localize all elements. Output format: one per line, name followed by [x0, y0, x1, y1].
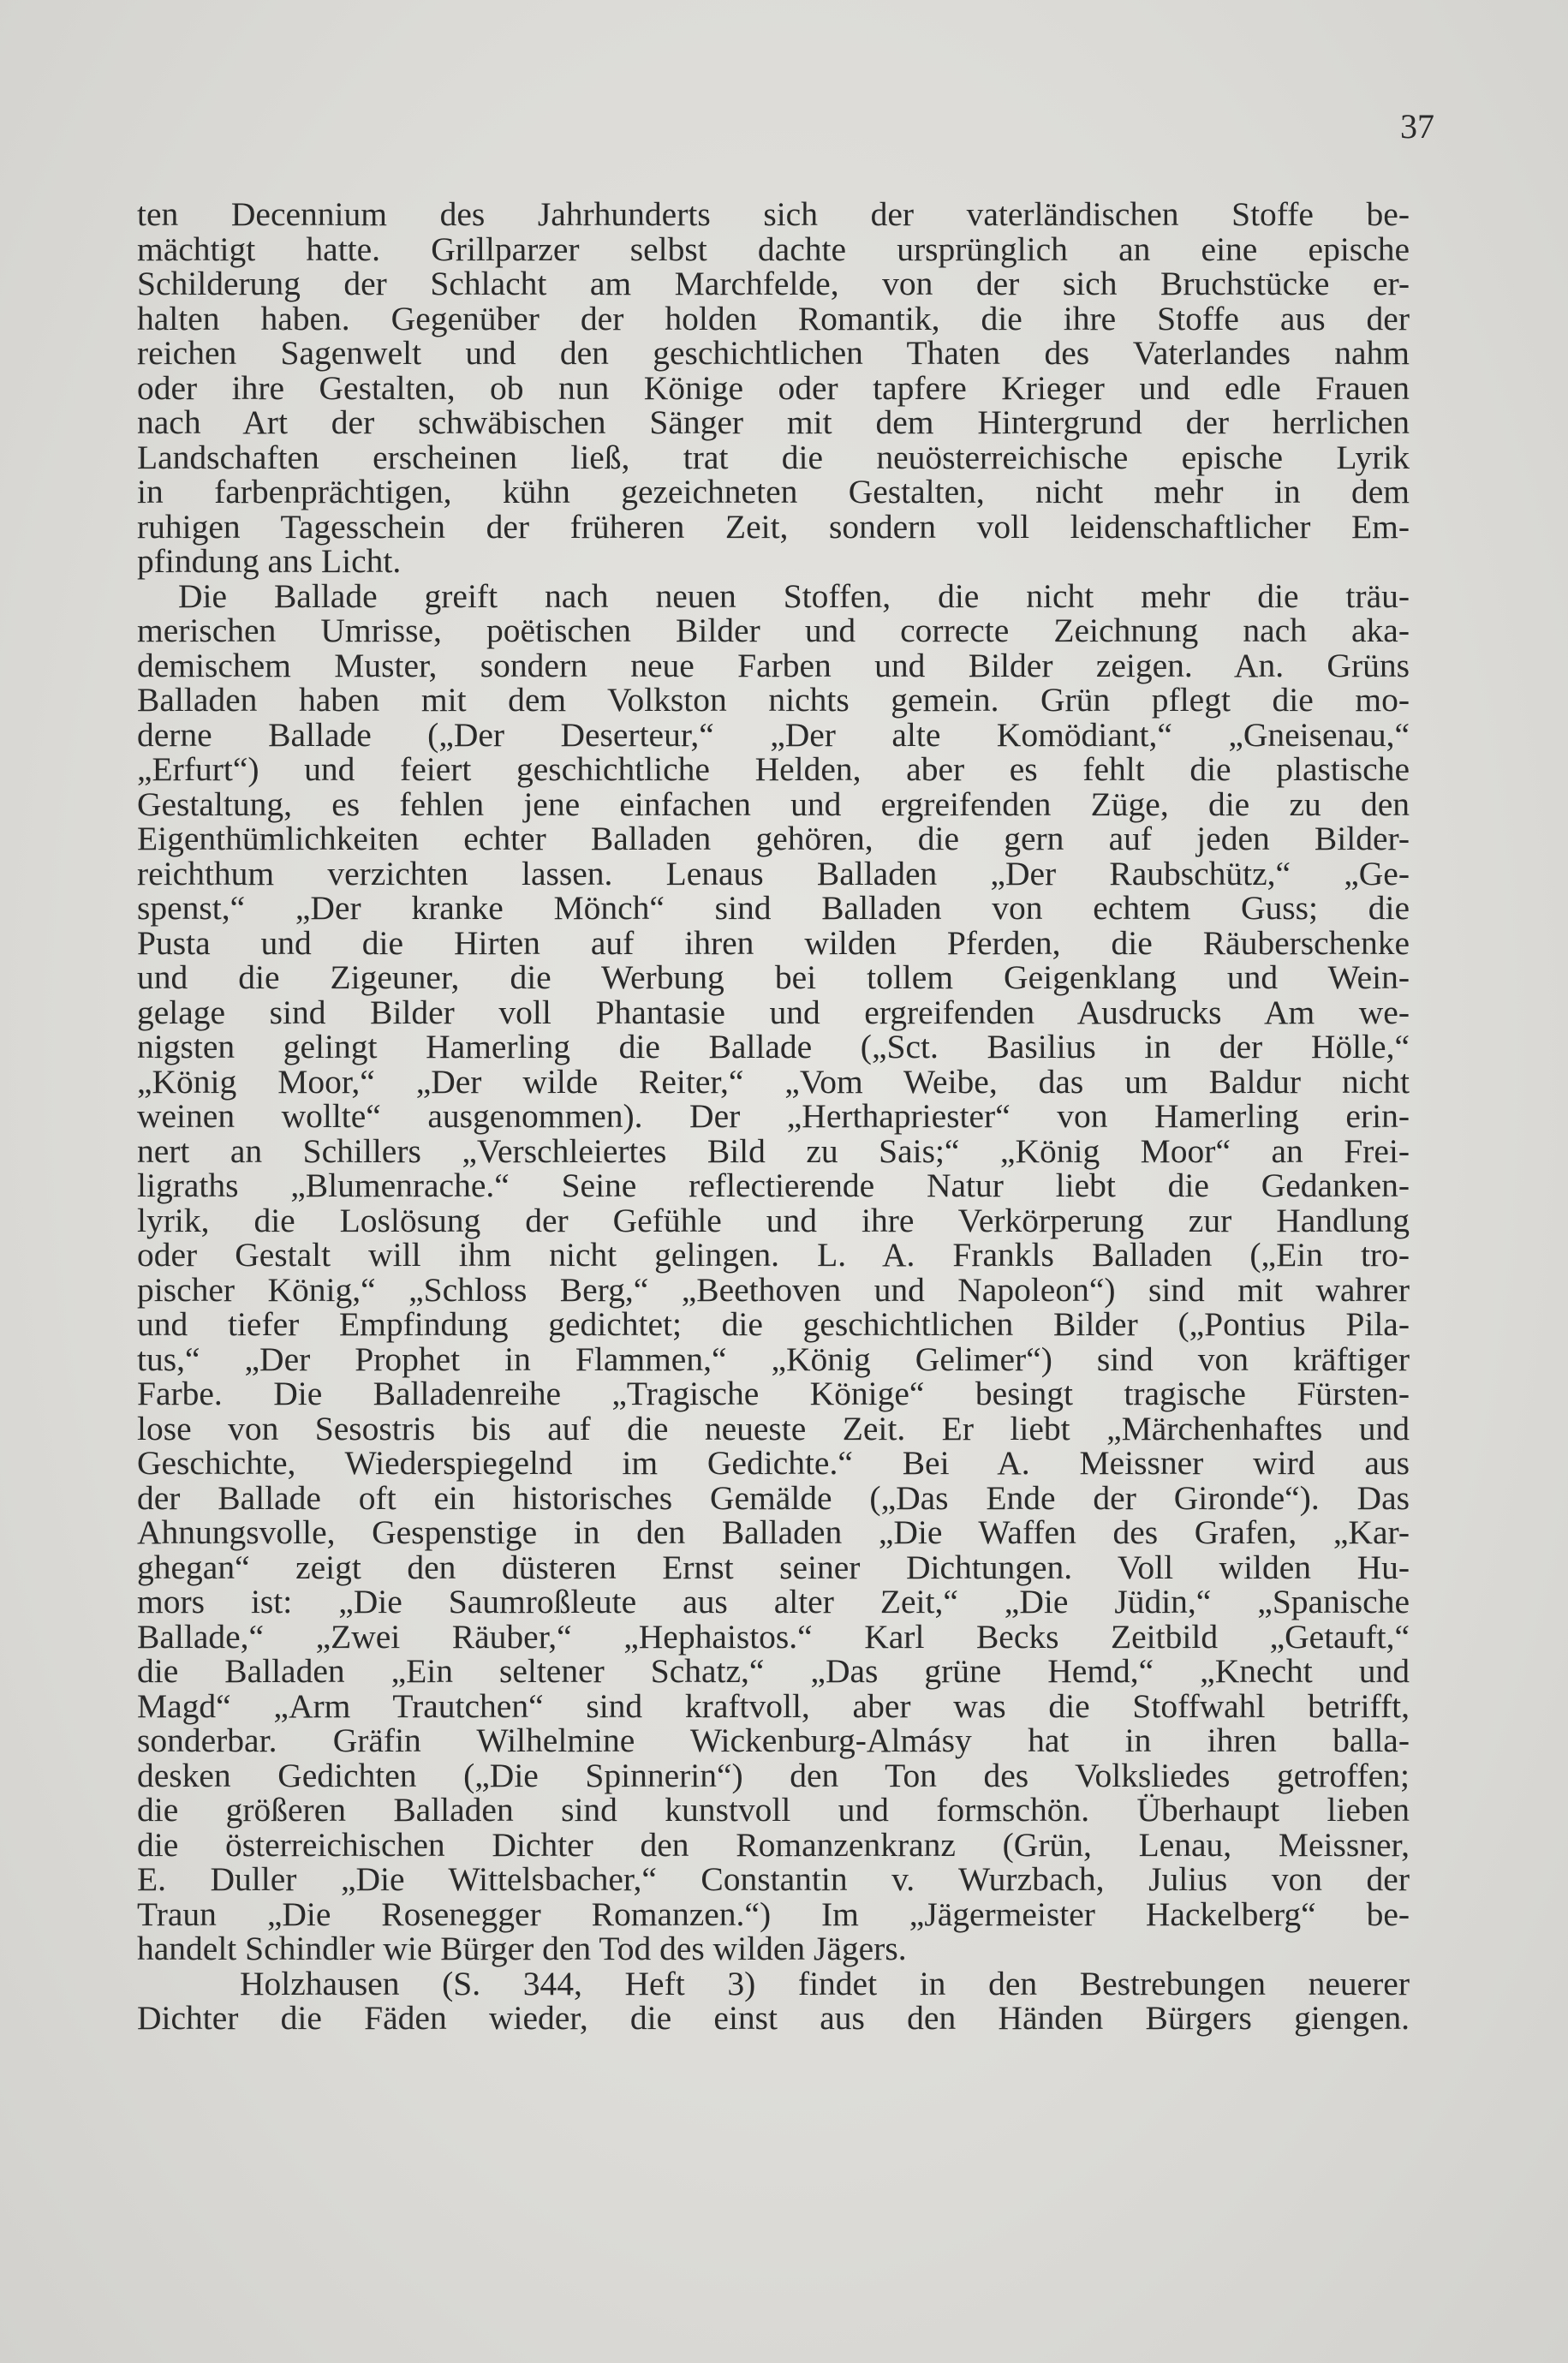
- text-line: E. Duller „Die Wittelsbacher,“ Constantin v. Wurzbach, Julius von der: [137, 1860, 1410, 1898]
- text-line: in farbenprächtigen, kühn gezeichneten Gestalten, nicht mehr in dem: [137, 473, 1410, 510]
- text-line: Ahnungsvolle, Gespenstige in den Balladen „Die Waffen des Grafen, „Kar-: [137, 1513, 1410, 1551]
- text-line: Schilderung der Schlacht am Marchfelde, von der sich Bruchstücke er-: [137, 265, 1410, 302]
- text-line: tus,“ „Der Prophet in Flammen,“ „König Gelimer“) sind von kräftiger: [137, 1340, 1410, 1378]
- text-line: gelage sind Bilder voll Phantasie und ergreifenden Ausdrucks Am we-: [137, 993, 1410, 1031]
- text-line: sonderbar. Gräfin Wilhelmine Wickenburg-Almásy hat in ihren balla-: [137, 1722, 1410, 1759]
- text-line: demischem Muster, sondern neue Farben und Bilder zeigen. An. Grüns: [137, 646, 1410, 684]
- text-line: halten haben. Gegenüber der holden Romantik, die ihre Stoffe aus der: [137, 299, 1410, 337]
- text-line: der Ballade oft ein historisches Gemälde („Das Ende der Gironde“). Das: [137, 1478, 1410, 1517]
- text-line: mächtigt hatte. Grillparzer selbst dachte ursprünglich an eine epische: [137, 230, 1410, 268]
- text-line: Traun „Die Rosenegger Romanzen.“) Im „Jägermeister Hackelberg“ be-: [137, 1895, 1410, 1933]
- text-line: oder ihre Gestalten, ob nun Könige oder tapfere Krieger und edle Frauen: [137, 368, 1410, 407]
- text-line: Magd“ „Arm Trautchen“ sind kraftvoll, aber was die Stoffwahl betrifft,: [137, 1686, 1410, 1725]
- text-line: „Erfurt“) und feiert geschichtliche Helden, aber es fehlt die plastische: [137, 750, 1410, 788]
- text-line: Balladen haben mit dem Volkston nichts gemein. Grün pflegt die mo-: [137, 681, 1410, 719]
- text-line: nach Art der schwäbischen Sänger mit dem Hintergrund der herrlichen: [137, 403, 1410, 441]
- text-line: Pusta und die Hirten auf ihren wilden Pferden, die Räuberschenke: [137, 923, 1410, 962]
- text-line: ghegan“ zeigt den düsteren Ernst seiner Dichtungen. Voll wilden Hu-: [137, 1548, 1410, 1586]
- text-line: Farbe. Die Balladenreihe „Tragische Könige“ besingt tragische Fürsten-: [137, 1375, 1410, 1412]
- text-line: die österreichischen Dichter den Romanzenkranz (Grün, Lenau, Meissner,: [137, 1825, 1410, 1864]
- text-line: die größeren Balladen sind kunstvoll und formschön. Überhaupt lieben: [137, 1791, 1410, 1829]
- text-line: Holzhausen (S. 344, Heft 3) findet in den Bestrebungen neuerer: [240, 1964, 1410, 2002]
- text-line: merischen Umrisse, poëtischen Bilder und correcte Zeichnung nach aka-: [137, 612, 1410, 649]
- text-line: derne Ballade („Der Deserteur,“ „Der alte Komödiant,“ „Gneisenau,“: [137, 715, 1410, 754]
- text-line: ligraths „Blumenrache.“ Seine reflectierende Natur liebt die Gedanken-: [137, 1167, 1410, 1204]
- text-line: Die Ballade greift nach neuen Stoffen, die nicht mehr die träu-: [178, 576, 1410, 615]
- text-line: nigsten gelingt Hamerling die Ballade („Sct. Basilius in der Hölle,“: [137, 1028, 1410, 1065]
- text-line: reichthum verzichten lassen. Lenaus Balladen „Der Raubschütz,“ „Ge-: [137, 854, 1410, 892]
- text-line: Geschichte, Wiederspiegelnd im Gedichte.“ Bei A. Meissner wird aus: [137, 1444, 1410, 1482]
- text-line: ten Decennium des Jahrhunderts sich der vaterländischen Stoffe be-: [137, 195, 1410, 233]
- text-line: pischer König,“ „Schloss Berg,“ „Beethoven und Napoleon“) sind mit wahrer: [137, 1270, 1410, 1309]
- text-line: Ballade,“ „Zwei Räuber,“ „Hephaistos.“ Karl Becks Zeitbild „Getauft,“: [137, 1617, 1410, 1656]
- text-line: und die Zigeuner, die Werbung bei tollem Geigenklang und Wein-: [137, 958, 1410, 996]
- text-line: Dichter die Fäden wieder, die einst aus den Händen Bürgers giengen.: [137, 1999, 1410, 2037]
- text-line: pfindung ans Licht.: [137, 542, 402, 580]
- text-line: lose von Sesostris bis auf die neueste Zeit. Er liebt „Märchenhaftes und: [137, 1409, 1410, 1447]
- text-line: oder Gestalt will ihm nicht gelingen. L. A. Frankls Balladen („Ein tro-: [137, 1236, 1410, 1274]
- text-line: reichen Sagenwelt und den geschichtlichen Thaten des Vaterlandes nahm: [137, 334, 1410, 372]
- text-line: und tiefer Empfindung gedichtet; die geschichtlichen Bilder („Pontius Pila-: [137, 1305, 1410, 1343]
- text-line: desken Gedichten („Die Spinnerin“) den Ton des Volksliedes getroffen;: [137, 1756, 1410, 1794]
- text-line: lyrik, die Loslösung der Gefühle und ihre Verkörperung zur Handlung: [137, 1201, 1410, 1239]
- text-line: die Balladen „Ein seltener Schatz,“ „Das grüne Hemd,“ „Knecht und: [137, 1652, 1410, 1690]
- text-line: weinen wollte“ ausgenommen). Der „Herthapriester“ von Hamerling erin-: [137, 1097, 1410, 1135]
- text-line: ruhigen Tagesschein der früheren Zeit, sondern voll leidenschaftlicher Em-: [137, 507, 1410, 546]
- text-line: handelt Schindler wie Bürger den Tod des wilden Jägers.: [137, 1930, 907, 1967]
- text-line: Landschaften erscheinen ließ, trat die neuösterreichische epische Lyrik: [137, 438, 1410, 476]
- text-line: spenst,“ „Der kranke Mönch“ sind Balladen von echtem Guss; die: [137, 889, 1410, 927]
- text-line: mors ist: „Die Saumroßleute aus alter Zeit,“ „Die Jüdin,“ „Spanische: [137, 1583, 1410, 1620]
- text-line: Eigenthümlichkeiten echter Balladen gehören, die gern auf jeden Bilder-: [137, 820, 1410, 857]
- body-text: [137, 197, 1410, 2036]
- text-line: „König Moor,“ „Der wilde Reiter,“ „Vom Weibe, das um Baldur nicht: [137, 1062, 1410, 1101]
- text-line: nert an Schillers „Verschleiertes Bild zu Sais;“ „König Moor“ an Frei-: [137, 1131, 1410, 1170]
- text-line: Gestaltung, es fehlen jene einfachen und ergreifenden Züge, die zu den: [137, 785, 1410, 823]
- page-number: 37: [1400, 107, 1434, 146]
